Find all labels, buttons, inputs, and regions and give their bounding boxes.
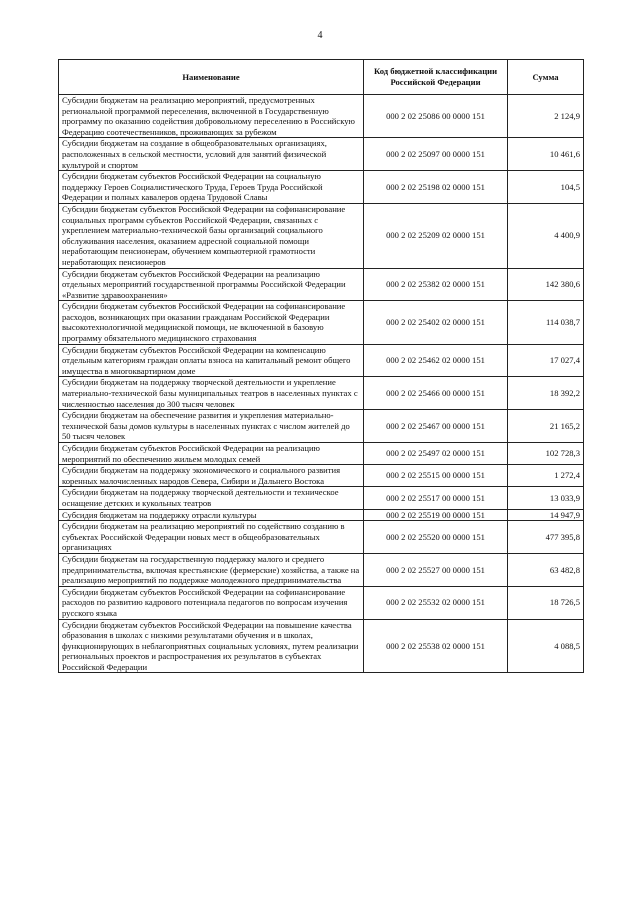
row-code: 000 2 02 25086 00 0000 151 bbox=[364, 95, 508, 138]
row-name: Субсидии бюджетам на поддержку творческой деятельности и укрепление материально-технической базы муниципальных театров в населенных пунктах с численностью населения до 300 тысяч человек bbox=[59, 377, 364, 410]
row-name: Субсидия бюджетам на поддержку отрасли культуры bbox=[59, 509, 364, 521]
row-name: Субсидии бюджетам на реализацию мероприятий, предусмотренных региональной программой переселения, включенной в Государственную программу по оказанию содействия добровольному переселению в Российскую Федерацию соотечественников, проживающих за рубежом bbox=[59, 95, 364, 138]
table-row bbox=[59, 138, 584, 171]
row-name: Субсидии бюджетам субъектов Российской Федерации на компенсацию отдельным категориям граждан оплаты взноса на капитальный ремонт общего имущества в многоквартирном доме bbox=[59, 344, 364, 377]
header-name: Наименование bbox=[59, 60, 364, 95]
row-code: 000 2 02 25466 00 0000 151 bbox=[364, 377, 508, 410]
table-row bbox=[59, 344, 584, 377]
row-code: 000 2 02 25382 02 0000 151 bbox=[364, 268, 508, 301]
row-sum: 14 947,9 bbox=[508, 509, 584, 521]
table-row bbox=[59, 95, 584, 138]
row-sum: 10 461,6 bbox=[508, 138, 584, 171]
row-name: Субсидии бюджетам на государственную поддержку малого и среднего предпринимательства, включая крестьянские (фермерские) хозяйства, а также на реализацию мероприятий по поддержке молодежного предпринимательства bbox=[59, 553, 364, 586]
table-row bbox=[59, 487, 584, 509]
row-code: 000 2 02 25209 02 0000 151 bbox=[364, 203, 508, 268]
row-code: 000 2 02 25198 02 0000 151 bbox=[364, 171, 508, 204]
row-sum: 18 726,5 bbox=[508, 586, 584, 619]
row-code: 000 2 02 25532 02 0000 151 bbox=[364, 586, 508, 619]
table-body bbox=[59, 95, 584, 673]
row-sum: 4 088,5 bbox=[508, 619, 584, 673]
row-sum: 142 380,6 bbox=[508, 268, 584, 301]
row-name: Субсидии бюджетам субъектов Российской Федерации на софинансирование расходов, возникающих при оказании гражданам Российской Федерации высокотехнологичной медицинской помощи, не включенной в базовую программу обязательного медицинского страхования bbox=[59, 301, 364, 344]
row-name: Субсидии бюджетам субъектов Российской Федерации на реализацию мероприятий по обеспечению жильем молодых семей bbox=[59, 443, 364, 465]
row-name: Субсидии бюджетам субъектов Российской Федерации на софинансирование социальных программ субъектов Российской Федерации, связанных с укреплением материально-технической базы организаций социального обслуживания населения, оказанием адресной социальной помощи неработающим пенсионерам, обучением компьютерной грамотности неработающих пенсионеров bbox=[59, 203, 364, 268]
table-row bbox=[59, 377, 584, 410]
row-sum: 2 124,9 bbox=[508, 95, 584, 138]
table-row bbox=[59, 443, 584, 465]
row-code: 000 2 02 25519 00 0000 151 bbox=[364, 509, 508, 521]
budget-table bbox=[58, 59, 584, 673]
row-sum: 18 392,2 bbox=[508, 377, 584, 410]
row-code: 000 2 02 25462 02 0000 151 bbox=[364, 344, 508, 377]
table-row bbox=[59, 268, 584, 301]
row-sum: 17 027,4 bbox=[508, 344, 584, 377]
row-code: 000 2 02 25538 02 0000 151 bbox=[364, 619, 508, 673]
row-sum: 13 033,9 bbox=[508, 487, 584, 509]
row-code: 000 2 02 25467 00 0000 151 bbox=[364, 410, 508, 443]
table-row bbox=[59, 171, 584, 204]
row-sum: 4 400,9 bbox=[508, 203, 584, 268]
table-row bbox=[59, 509, 584, 521]
row-code: 000 2 02 25517 00 0000 151 bbox=[364, 487, 508, 509]
table-row bbox=[59, 301, 584, 344]
row-name: Субсидии бюджетам субъектов Российской Федерации на реализацию отдельных мероприятий государственной программы Российской Федерации «Развитие здравоохранения» bbox=[59, 268, 364, 301]
row-name: Субсидии бюджетам субъектов Российской Федерации на социальную поддержку Героев Социалистического Труда, Героев Труда Российской Федерации и полных кавалеров ордена Трудовой Славы bbox=[59, 171, 364, 204]
row-code: 000 2 02 25097 00 0000 151 bbox=[364, 138, 508, 171]
page-number: 4 bbox=[317, 30, 323, 41]
row-name: Субсидии бюджетам на реализацию мероприятий по содействию созданию в субъектах Российской Федерации новых мест в общеобразовательных организациях bbox=[59, 521, 364, 554]
row-code: 000 2 02 25527 00 0000 151 bbox=[364, 553, 508, 586]
row-sum: 63 482,8 bbox=[508, 553, 584, 586]
row-code: 000 2 02 25515 00 0000 151 bbox=[364, 465, 508, 487]
row-code: 000 2 02 25497 02 0000 151 bbox=[364, 443, 508, 465]
table-header bbox=[59, 60, 584, 95]
header-sum: Сумма bbox=[508, 60, 584, 95]
row-name: Субсидии бюджетам на обеспечение развития и укрепления материально-технической базы домов культуры в населенных пунктах с числом жителей до 50 тысяч человек bbox=[59, 410, 364, 443]
row-name: Субсидии бюджетам на поддержку экономического и социального развития коренных малочисленных народов Севера, Сибири и Дальнего Востока bbox=[59, 465, 364, 487]
row-sum: 102 728,3 bbox=[508, 443, 584, 465]
row-sum: 1 272,4 bbox=[508, 465, 584, 487]
table-row bbox=[59, 203, 584, 268]
row-name: Субсидии бюджетам субъектов Российской Федерации на софинансирование расходов по развитию кадрового потенциала педагогов по вопросам изучения русского языка bbox=[59, 586, 364, 619]
row-name: Субсидии бюджетам субъектов Российской Федерации на повышение качества образования в школах с низкими результатами обучения и в школах, функционирующих в неблагоприятных социальных условиях, путем реализации региональных проектов и распространения их результатов в субъектах Российской Федерации bbox=[59, 619, 364, 673]
table-row bbox=[59, 521, 584, 554]
table-row bbox=[59, 586, 584, 619]
row-name: Субсидии бюджетам на поддержку творческой деятельности и техническое оснащение детских и кукольных театров bbox=[59, 487, 364, 509]
row-sum: 104,5 bbox=[508, 171, 584, 204]
row-sum: 21 165,2 bbox=[508, 410, 584, 443]
header-code: Код бюджетной классификации Российской Федерации bbox=[364, 60, 508, 95]
table-row bbox=[59, 619, 584, 673]
row-sum: 477 395,8 bbox=[508, 521, 584, 554]
row-sum: 114 038,7 bbox=[508, 301, 584, 344]
table-row bbox=[59, 410, 584, 443]
row-code: 000 2 02 25402 02 0000 151 bbox=[364, 301, 508, 344]
row-name: Субсидии бюджетам на создание в общеобразовательных организациях, расположенных в сельской местности, условий для занятий физической культурой и спортом bbox=[59, 138, 364, 171]
table-row bbox=[59, 553, 584, 586]
row-code: 000 2 02 25520 00 0000 151 bbox=[364, 521, 508, 554]
table-row bbox=[59, 465, 584, 487]
